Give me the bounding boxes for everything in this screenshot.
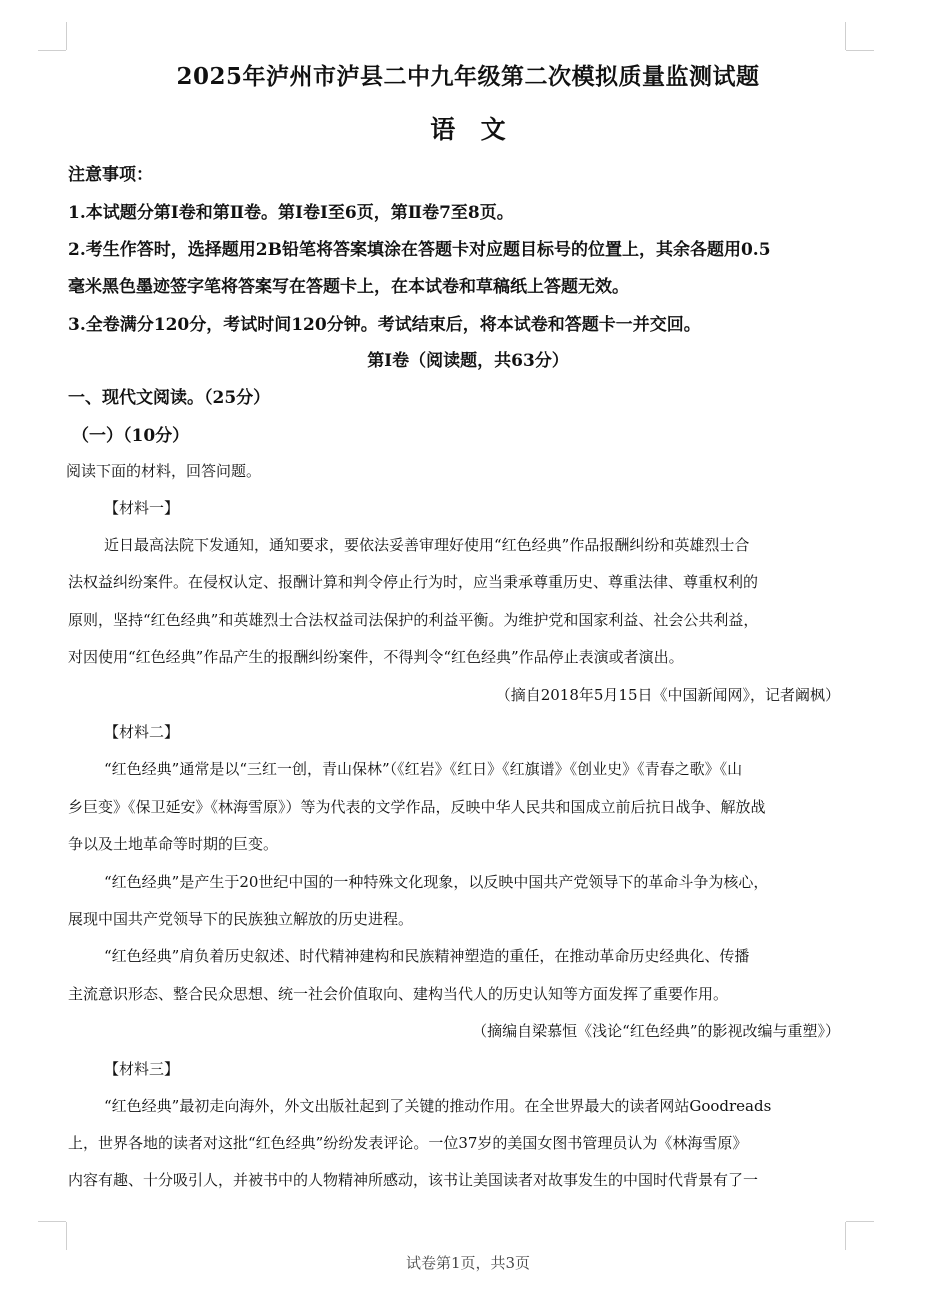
material2-line: 主流意识形态、整合民众思想、统一社会价值取向、建构当代人的历史认知等方面发挥了重要作用。: [68, 985, 729, 1003]
material1-line: 原则，坚持“红色经典”和英雄烈士合法权益司法保护的利益平衡。为维护党和国家利益、社会公共利益，: [68, 611, 759, 629]
material2-line: 展现中国共产党领导下的民族独立解放的历史进程。: [68, 910, 414, 928]
material1-line: 近日最高法院下发通知，通知要求，要依法妥善审理好使用“红色经典”作品报酬纠纷和英雄烈士合: [104, 536, 750, 554]
crop-mark-bottom-left-v: [66, 1222, 67, 1250]
notice-item-2-line-1: 2.考生作答时，选择题用2B铅笔将答案填涂在答题卡对应题目标号的位置上，其余各题用0.5: [68, 240, 771, 260]
notice-heading: 注意事项：: [68, 165, 153, 185]
crop-mark-top-right-h: [846, 50, 874, 51]
material3-label: 【材料三】: [104, 1060, 180, 1078]
notice-item-3: 3.全卷满分120分，考试时间120分钟。考试结束后，将本试卷和答题卡一并交回。: [68, 315, 701, 335]
subsection1-heading: （一）（10分）: [72, 426, 190, 446]
reading-instruction: 阅读下面的材料，回答问题。: [66, 462, 262, 480]
exam-title: 2025年泸州市泸县二中九年级第二次模拟质量监测试题: [176, 63, 760, 90]
crop-mark-top-left-h: [38, 50, 66, 51]
part1-heading: 第Ⅰ卷（阅读题，共63分）: [367, 351, 569, 371]
material2-line: “红色经典”是产生于20世纪中国的一种特殊文化现象，以反映中国共产党领导下的革命斗争为核心，: [104, 873, 769, 891]
crop-mark-bottom-right-v: [845, 1222, 846, 1250]
material1-label: 【材料一】: [104, 499, 180, 517]
notice-item-1: 1.本试题分第Ⅰ卷和第Ⅱ卷。第Ⅰ卷Ⅰ至6页，第Ⅱ卷7至8页。: [68, 203, 514, 223]
material3-line: 上，世界各地的读者对这批“红色经典”纷纷发表评论。一位37岁的美国女图书管理员认为《林海雪原》: [68, 1134, 748, 1152]
section1-heading: 一、现代文阅读。（25分）: [68, 388, 271, 408]
material2-line: 乡巨变》《保卫延安》《林海雪原》）等为代表的文学作品，反映中华人民共和国成立前后抗日战争、解放战: [68, 798, 766, 816]
page-footer: 试卷第1页，共3页: [405, 1254, 531, 1272]
crop-mark-bottom-right-h: [846, 1221, 874, 1222]
material3-line: 内容有趣、十分吸引人，并被书中的人物精神所感动，该书让美国读者对故事发生的中国时代背景有了一: [68, 1171, 759, 1189]
material3-line: “红色经典”最初走向海外，外文出版社起到了关键的推动作用。在全世界最大的读者网站Goodreads: [104, 1097, 772, 1115]
notice-item-2-line-2: 毫米黑色墨迹签字笔将答案写在答题卡上，在本试卷和草稿纸上答题无效。: [68, 277, 629, 297]
material1-source: （摘自2018年5月15日《中国新闻网》，记者阚枫）: [495, 686, 840, 704]
crop-mark-bottom-left-h: [38, 1221, 66, 1222]
material2-line: “红色经典”肩负着历史叙述、时代精神建构和民族精神塑造的重任，在推动革命历史经典化、传播: [104, 947, 750, 965]
subject-title: 语 文: [430, 115, 506, 144]
material2-line: 争以及土地革命等时期的巨变。: [68, 835, 279, 853]
material1-line: 对因使用“红色经典”作品产生的报酬纠纷案件，不得判令“红色经典”作品停止表演或者演出。: [68, 648, 684, 666]
crop-mark-top-right-v: [845, 22, 846, 50]
material2-source: （摘编自梁慕恒《浅论“红色经典”的影视改编与重塑》）: [472, 1022, 840, 1040]
material2-line: “红色经典”通常是以“三红一创，青山保林”（《红岩》《红日》《红旗谱》《创业史》《青春之歌》《山: [104, 760, 743, 778]
crop-mark-top-left-v: [66, 22, 67, 50]
material1-line: 法权益纠纷案件。在侵权认定、报酬计算和判令停止行为时，应当秉承尊重历史、尊重法律、尊重权利的: [68, 573, 759, 591]
material2-label: 【材料二】: [104, 723, 180, 741]
